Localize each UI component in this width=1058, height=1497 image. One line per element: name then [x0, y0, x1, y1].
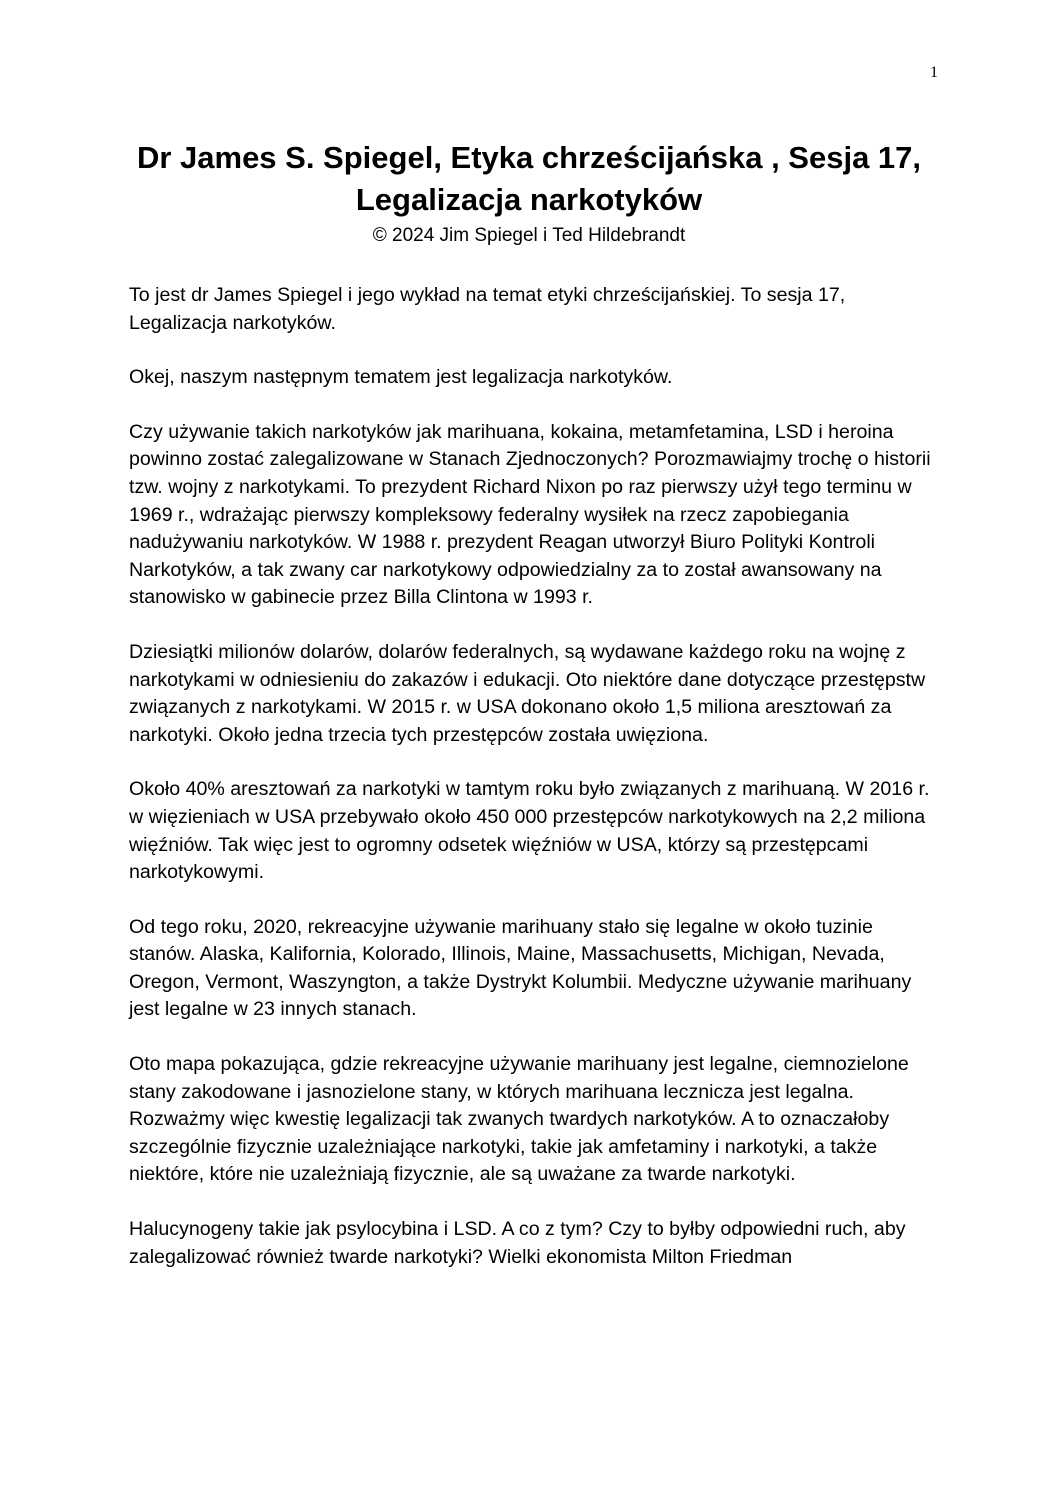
paragraph: Od tego roku, 2020, rekreacyjne używanie marihuany stało się legalne w około tuzinie stanów. Alaska, Kalifornia, Kolorado, Illinois, Maine, Massachusetts, Michigan, Nevada, Oregon, Vermont, Waszyngton, a także Dystrykt Kolumbii. Medyczne używanie marihuany jest legalne w 23 innych stanach. — [129, 915, 912, 1021]
page-number: 1 — [930, 64, 938, 81]
paragraph: Dziesiątki milionów dolarów, dolarów federalnych, są wydawane każdego roku na wojnę z narkotykami w odniesieniu do zakazów i edukacji. Oto niektóre dane dotyczące przestępstw związanych z narkotykami. W 2015 r. w USA dokonano około 1,5 miliona aresztowań za narkotyki. Około jedna trzecia tych przestępców została uwięziona. — [129, 640, 926, 746]
paragraph: Halucynogeny takie jak psylocybina i LSD. A co z tym? Czy to byłby odpowiedni ruch, aby zalegalizować również twarde narkotyki? Wielki ekonomista Milton Friedman — [129, 1218, 906, 1268]
paragraph: Okej, naszym następnym tematem jest legalizacja narkotyków. — [129, 366, 673, 389]
paragraph: Czy używanie takich narkotyków jak marihuana, kokaina, metamfetamina, LSD i heroina powinno zostać zalegalizowane w Stanach Zjednoczonych? Porozmawiajmy trochę o historii tzw. wojny z narkotykami. To prezydent Richard Nixon po raz pierwszy użył tego terminu w 1969 r., wdrażając pierwszy kompleksowy federalny wysiłek na rzecz zapobiegania nadużywaniu narkotyków. W 1988 r. prezydent Reagan utworzył Biuro Polityki Kontroli Narkotyków, a tak zwany car narkotykowy odpowiedzialny za to został awansowany na stanowisko w gabinecie przez Billa Clintona w 1993 r. — [129, 420, 931, 609]
document-title: Dr James S. Spiegel, Etyka chrześcijańska , Sesja 17, Legalizacja narkotyków — [136, 140, 922, 217]
document-body — [129, 282, 939, 1298]
paragraph: To jest dr James Spiegel i jego wykład na temat etyki chrześcijańskiej. To sesja 17, Legalizacja narkotyków. — [129, 284, 846, 334]
paragraph: Około 40% aresztowań za narkotyki w tamtym roku było związanych z marihuaną. W 2016 r. w więzieniach w USA przebywało około 450 000 przestępców narkotykowych na 2,2 miliona więźniów. Tak więc jest to ogromny odsetek więźniów w USA, którzy są przestępcami narkotykowymi. — [129, 778, 930, 884]
paragraph: Oto mapa pokazująca, gdzie rekreacyjne używanie marihuany jest legalne, ciemnozielone stany zakodowane i jasnozielone stany, w których marihuana lecznicza jest legalna. Rozważmy więc kwestię legalizacji tak zwanych twardych narkotyków. A to oznaczałoby szczególnie fizycznie uzależniające narkotyki, takie jak amfetaminy i narkotyki, a także niektóre, które nie uzależniają fizycznie, ale są uważane za twarde narkotyki. — [129, 1053, 909, 1186]
copyright-line: © 2024 Jim Spiegel i Ted Hildebrandt — [372, 225, 686, 246]
